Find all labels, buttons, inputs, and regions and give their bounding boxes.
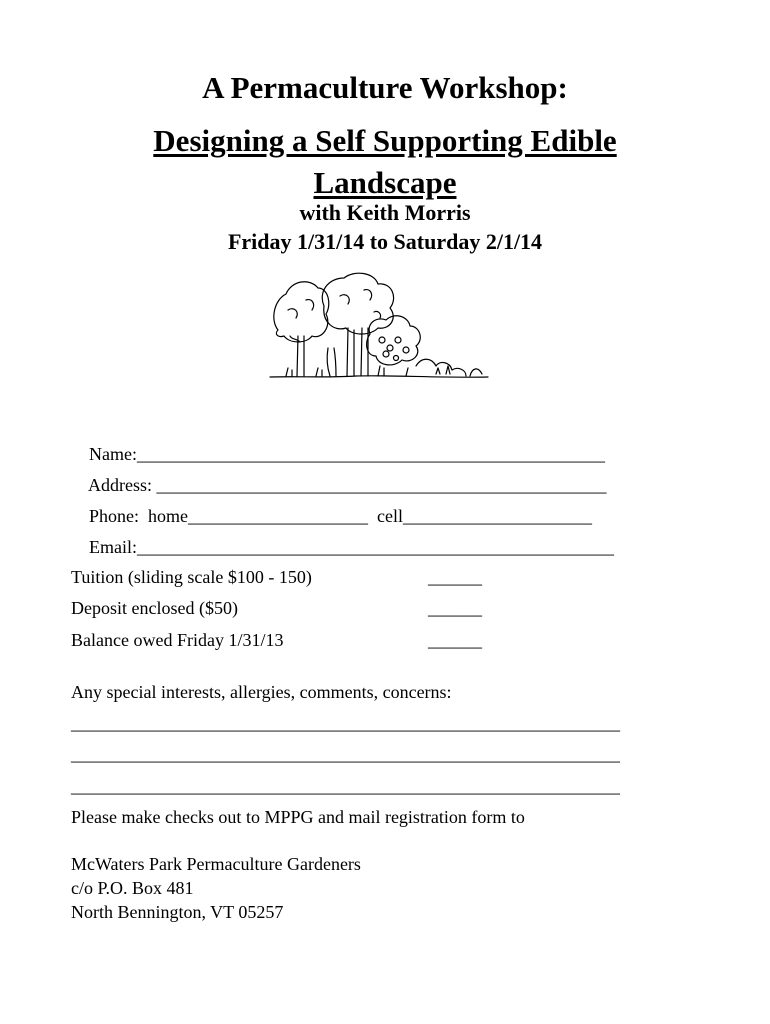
mailing-instruction: Please make checks out to MPPG and mail registration form to (71, 807, 525, 827)
deposit-blank[interactable]: ______ (428, 598, 482, 618)
email-label: Email: (89, 537, 137, 557)
tuition-blank[interactable]: ______ (428, 567, 482, 587)
balance-label: Balance owed Friday 1/31/13 (71, 630, 284, 650)
name-label: Name: (89, 444, 137, 464)
comments-prompt: Any special interests, allergies, comments, concerns: (71, 682, 452, 702)
workshop-subtitle-line-1: Designing a Self Supporting Edible (153, 123, 617, 158)
comments-line-3[interactable]: _____________________________________________________________ (71, 776, 620, 796)
address-blank[interactable]: __________________________________________________ (156, 475, 607, 495)
email-blank[interactable]: _____________________________________________________ (137, 537, 614, 557)
presenter-line: with Keith Morris (299, 200, 471, 225)
mailing-address-line-3: North Bennington, VT 05257 (71, 902, 284, 922)
mailing-address-line-1: McWaters Park Permaculture Gardeners (71, 854, 361, 874)
phone-home-blank[interactable]: ____________________ (188, 506, 368, 526)
tuition-label: Tuition (sliding scale $100 - 150) (71, 567, 312, 587)
comments-line-1[interactable]: _____________________________________________________________ (71, 713, 620, 733)
balance-blank[interactable]: ______ (428, 630, 482, 650)
workshop-subtitle-line-2: Landscape (313, 165, 457, 200)
address-label: Address: (88, 475, 157, 495)
workshop-subtitle (0, 120, 770, 204)
phone-home-label: Phone: home (89, 506, 188, 526)
workshop-dates: Friday 1/31/14 to Saturday 2/1/14 (227, 229, 543, 254)
trees-garden-illustration-icon (266, 270, 492, 382)
workshop-title: A Permaculture Workshop: (202, 70, 568, 105)
name-blank[interactable]: ____________________________________________________ (136, 444, 605, 464)
phone-cell-blank[interactable]: _____________________ (402, 506, 592, 526)
mailing-address-line-2: c/o P.O. Box 481 (71, 878, 194, 898)
phone-cell-label: cell (368, 506, 403, 526)
deposit-label: Deposit enclosed ($50) (71, 598, 238, 618)
comments-line-2[interactable]: _____________________________________________________________ (71, 744, 620, 764)
